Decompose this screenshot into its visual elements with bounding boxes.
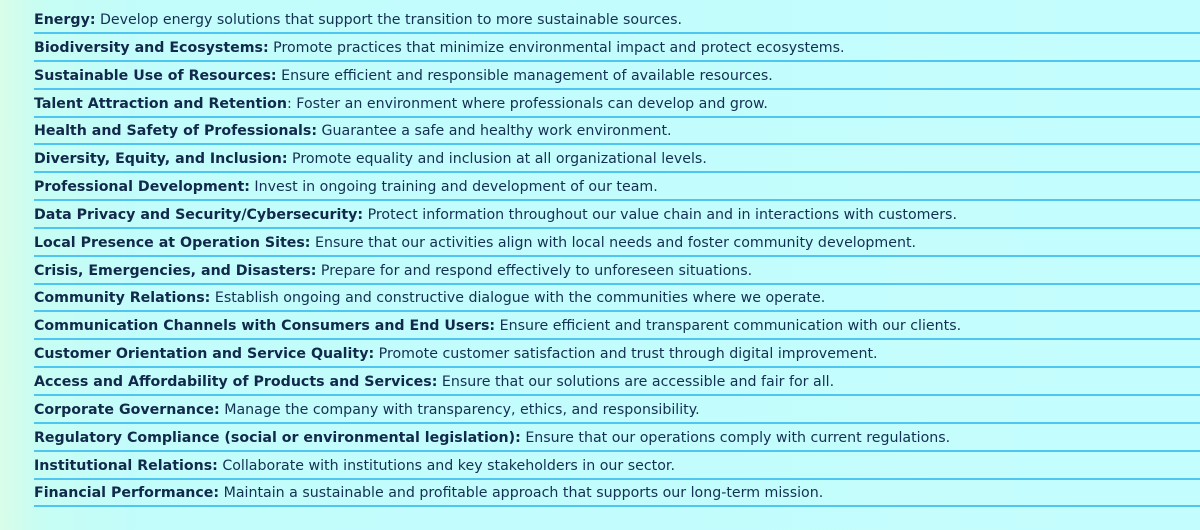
material-topics-list — [34, 8, 1200, 509]
list-item — [34, 64, 1200, 90]
item-term: Crisis, Emergencies, and Disasters: — [34, 262, 317, 279]
item-term: Sustainable Use of Resources: — [34, 67, 277, 84]
list-item — [34, 203, 1200, 229]
item-description: Collaborate with institutions and key stakeholders in our sector. — [217, 457, 675, 474]
list-item — [34, 8, 1200, 34]
item-term: Biodiversity and Ecosystems: — [34, 39, 269, 56]
item-term: Customer Orientation and Service Quality: — [34, 346, 375, 363]
list-item — [34, 92, 1200, 118]
item-term: Financial Performance: — [34, 485, 220, 502]
item-description: Protect information throughout our value chain and in interactions with customers. — [363, 206, 957, 223]
item-term: Energy: — [34, 12, 96, 28]
list-item — [34, 286, 1200, 312]
list-item — [34, 119, 1200, 145]
item-description: Establish ongoing and constructive dialogue with the communities where we operate. — [210, 290, 826, 307]
list-item — [34, 342, 1200, 368]
item-description: Manage the company with transparency, ethics, and responsibility. — [219, 401, 700, 418]
item-description: Guarantee a safe and healthy work environment. — [317, 123, 672, 140]
item-description: Prepare for and respond effectively to unforeseen situations. — [316, 262, 753, 279]
item-description: Maintain a sustainable and profitable approach that supports our long-term mission. — [219, 485, 824, 502]
item-description: Develop energy solutions that support the transition to more sustainable sources. — [95, 12, 683, 28]
item-term: Local Presence at Operation Sites: — [34, 234, 311, 251]
item-description: Ensure that our solutions are accessible and fair for all. — [437, 373, 835, 390]
list-item — [34, 231, 1200, 257]
item-description: Ensure that our operations comply with current regulations. — [520, 429, 951, 446]
item-term: Health and Safety of Professionals: — [34, 123, 318, 140]
list-item — [34, 147, 1200, 173]
item-description: Ensure efficient and responsible management of available resources. — [276, 67, 773, 84]
list-item — [34, 370, 1200, 396]
list-item — [34, 36, 1200, 62]
item-term: Diversity, Equity, and Inclusion: — [34, 151, 288, 168]
list-item — [34, 426, 1200, 452]
list-item — [34, 398, 1200, 424]
item-term: Regulatory Compliance (social or environmental legislation): — [34, 429, 521, 446]
list-item — [34, 454, 1200, 480]
item-term: Data Privacy and Security/Cybersecurity: — [34, 206, 364, 223]
list-item — [34, 175, 1200, 201]
item-term: Corporate Governance: — [34, 401, 220, 418]
item-description: Promote equality and inclusion at all organizational levels. — [287, 151, 707, 168]
item-description: Ensure that our activities align with local needs and foster community development. — [310, 234, 917, 251]
item-term: Communication Channels with Consumers and End Users: — [34, 318, 496, 335]
item-description: Invest in ongoing training and development of our team. — [249, 179, 658, 196]
item-term: Institutional Relations: — [34, 457, 218, 474]
item-description: : Foster an environment where professionals can develop and grow. — [287, 95, 768, 112]
list-item — [34, 314, 1200, 340]
list-item — [34, 259, 1200, 285]
item-term: Professional Development: — [34, 179, 250, 196]
item-term: Community Relations: — [34, 290, 211, 307]
list-item — [34, 481, 1200, 507]
item-term: Talent Attraction and Retention — [34, 95, 287, 112]
item-description: Promote practices that minimize environmental impact and protect ecosystems. — [268, 39, 845, 56]
item-term: Access and Affordability of Products and Services: — [34, 373, 438, 390]
item-description: Promote customer satisfaction and trust through digital improvement. — [374, 346, 878, 363]
item-description: Ensure efficient and transparent communication with our clients. — [495, 318, 962, 335]
